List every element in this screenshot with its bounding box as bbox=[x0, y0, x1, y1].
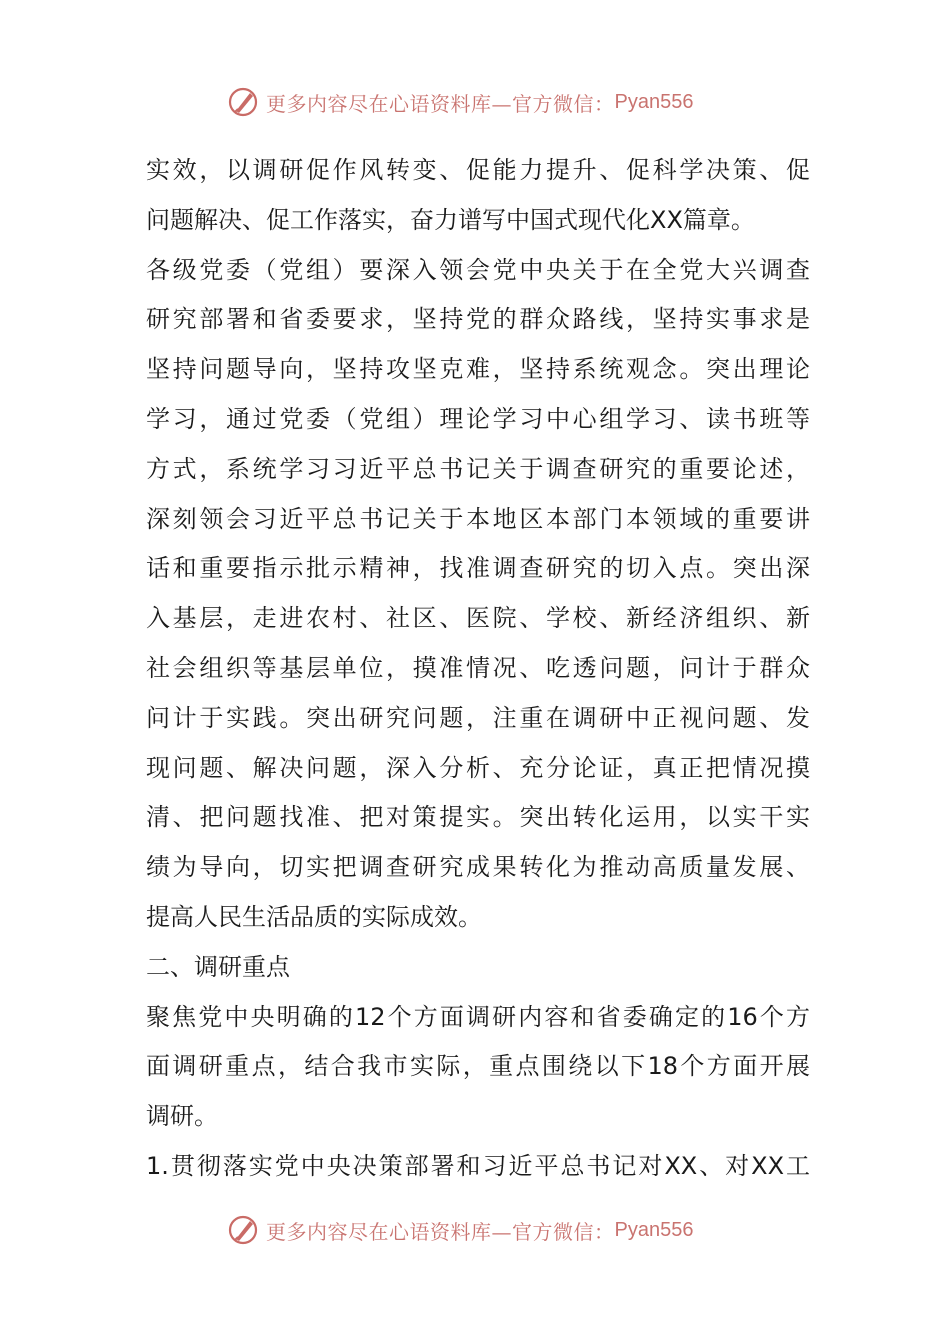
watermark-wechat-id: Pyan556 bbox=[614, 90, 694, 113]
text-line: 问计于实践。突出研究问题，注重在调研中正视问题、发 bbox=[146, 703, 810, 732]
text-line: 方式，系统学习习近平总书记关于调查研究的重要论述， bbox=[146, 454, 810, 483]
text-line: 1.贯彻落实党中央决策部署和习近平总书记对XX、对XX工 bbox=[146, 1151, 810, 1180]
quill-logo-icon bbox=[226, 85, 260, 119]
watermark-text: 更多内容尽在心语资料库—官方微信： bbox=[266, 1219, 615, 1244]
text-line: 坚持问题导向，坚持攻坚克难，坚持系统观念。突出理论 bbox=[146, 355, 810, 384]
text-line: 学习，通过党委（党组）理论学习中心组学习、读书班等 bbox=[146, 404, 810, 433]
text-line: 研究部署和省委要求，坚持党的群众路线，坚持实事求是 bbox=[146, 305, 810, 334]
text-line: 问题解决、促工作落实，奋力谱写中国式现代化XX篇章。 bbox=[146, 205, 755, 234]
text-line: 深刻领会习近平总书记关于本地区本部门本领域的重要讲 bbox=[146, 504, 810, 533]
text-line: 现问题、解决问题，深入分析、充分论证，真正把情况摸 bbox=[146, 753, 810, 782]
header-watermark bbox=[226, 82, 693, 122]
text-line: 提高人民生活品质的实际成效。 bbox=[146, 902, 482, 931]
document-body bbox=[146, 146, 810, 1192]
quill-logo-icon bbox=[226, 1213, 260, 1247]
watermark-text: 更多内容尽在心语资料库—官方微信： bbox=[266, 91, 615, 116]
watermark-wechat-id: Pyan556 bbox=[614, 1218, 694, 1241]
text-line: 社会组织等基层单位，摸准情况、吃透问题，问计于群众 bbox=[146, 653, 810, 682]
footer-watermark bbox=[226, 1210, 693, 1250]
text-line: 调研。 bbox=[146, 1102, 218, 1131]
text-line: 话和重要指示批示精神，找准调查研究的切入点。突出深 bbox=[146, 554, 810, 583]
text-line: 面调研重点，结合我市实际，重点围绕以下18个方面开展 bbox=[146, 1052, 810, 1081]
text-line: 各级党委（党组）要深入领会党中央关于在全党大兴调查 bbox=[146, 255, 810, 284]
text-line: 清、把问题找准、把对策提实。突出转化运用，以实干实 bbox=[146, 803, 810, 832]
text-line: 二、调研重点 bbox=[146, 952, 290, 981]
text-line: 入基层，走进农村、社区、医院、学校、新经济组织、新 bbox=[146, 604, 810, 633]
text-line: 绩为导向，切实把调查研究成果转化为推动高质量发展、 bbox=[146, 853, 810, 882]
text-line: 聚焦党中央明确的12个方面调研内容和省委确定的16个方 bbox=[146, 1002, 810, 1031]
text-line: 实效，以调研促作风转变、促能力提升、促科学决策、促 bbox=[146, 156, 810, 184]
